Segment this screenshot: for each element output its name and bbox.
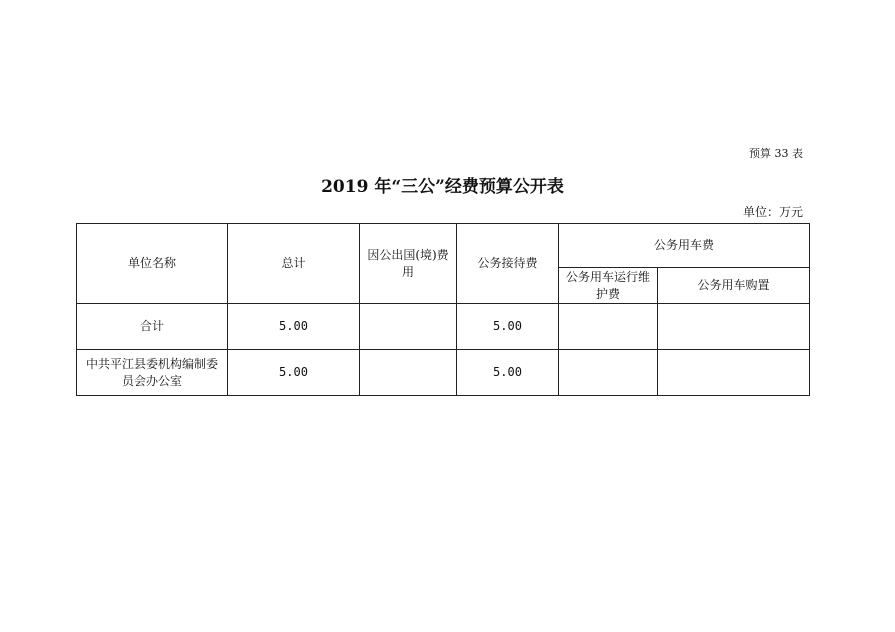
header-vehicle-purchase: 公务用车购置 [658, 268, 810, 304]
cell-reception: 5.00 [457, 350, 559, 396]
page-title: 2019 年“三公”经费预算公开表 [321, 177, 564, 197]
cell-abroad [360, 350, 457, 396]
cell-vehicle-purchase [658, 304, 810, 350]
cell-total: 5.00 [228, 304, 360, 350]
cell-vehicle-maintenance [559, 304, 658, 350]
budget-table [76, 223, 810, 396]
cell-unit-name: 合计 [77, 304, 228, 350]
cell-abroad [360, 304, 457, 350]
cell-reception: 5.00 [457, 304, 559, 350]
table-number: 预算 33 表 [749, 147, 803, 160]
cell-total: 5.00 [228, 350, 360, 396]
unit-note: 单位：万元 [742, 205, 803, 219]
table-row [77, 350, 810, 396]
cell-unit-name: 中共平江县委机构编制委员会办公室 [77, 350, 228, 396]
header-vehicle: 公务用车费 [559, 224, 810, 268]
header-reception: 公务接待费 [457, 224, 559, 304]
cell-vehicle-purchase [658, 350, 810, 396]
cell-vehicle-maintenance [559, 350, 658, 396]
header-total: 总计 [228, 224, 360, 304]
header-row [77, 224, 810, 268]
header-unit-name: 单位名称 [77, 224, 228, 304]
table-row [77, 304, 810, 350]
header-vehicle-maintenance: 公务用车运行维护费 [559, 268, 658, 304]
header-abroad: 因公出国(境)费用 [360, 224, 457, 304]
